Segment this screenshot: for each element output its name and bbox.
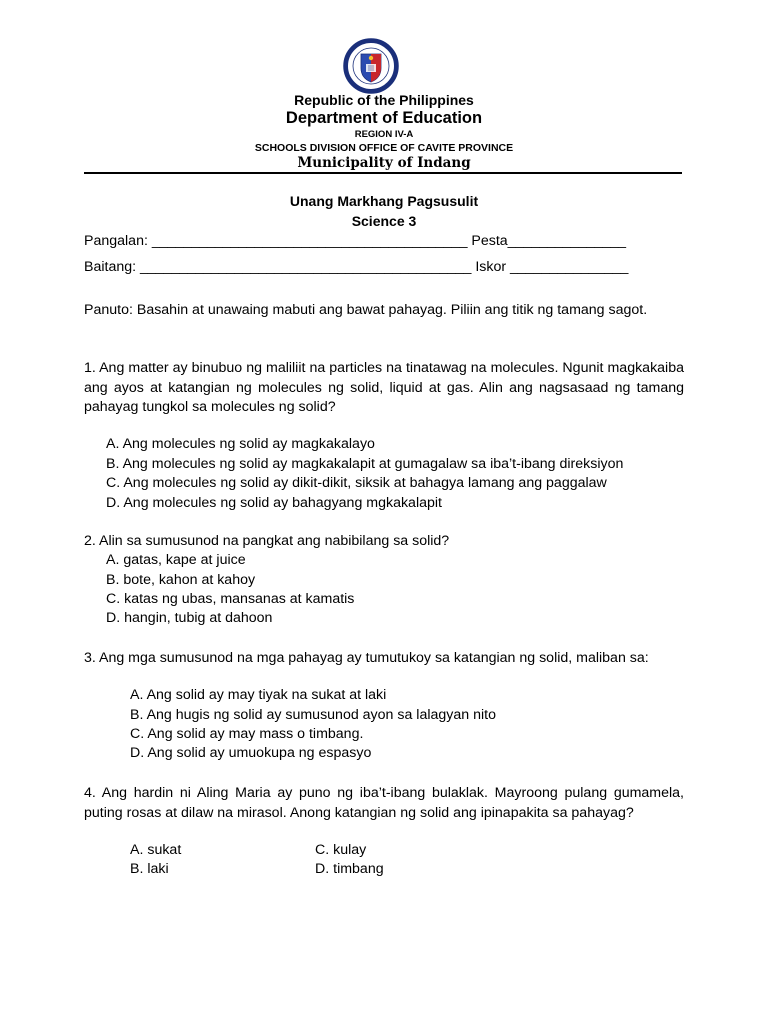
header-republic: Republic of the Philippines — [294, 92, 474, 108]
question-4-option-b[interactable]: B. laki — [130, 861, 169, 877]
header-division: SCHOOLS DIVISION OFFICE OF CAVITE PROVINCE — [254, 142, 514, 154]
question-2-option-b[interactable]: B. bote, kahon at kahoy — [106, 572, 256, 588]
question-2-text: 2. Alin sa sumusunod na pangkat ang nabibilang sa solid? — [84, 533, 450, 549]
question-4-option-a[interactable]: A. sukat — [130, 842, 182, 858]
header-department: Department of Education — [285, 109, 483, 127]
question-3-text: 3. Ang mga sumusunod na mga pahayag ay tumutukoy sa katangian ng solid, maliban sa: — [84, 650, 649, 666]
question-3-option-b[interactable]: B. Ang hugis ng solid ay sumusunod ayon sa lalagyan nito — [130, 707, 496, 723]
header-divider — [84, 172, 682, 174]
question-3-option-a[interactable]: A. Ang solid ay may tiyak na sukat at laki — [130, 687, 387, 703]
question-4-option-d[interactable]: D. timbang — [315, 861, 384, 877]
deped-seal-icon — [343, 38, 399, 94]
question-1-option-d[interactable]: D. Ang molecules ng solid ay bahagyang mgkakalapit — [106, 495, 442, 511]
question-4-text: 4. Ang hardin ni Aling Maria ay puno ng iba’t-ibang bulaklak. Mayroong pulang gumamela, puting rosas at dilaw na mirasol. Anong katangian ng solid ang ipinapakita sa pahayag? — [84, 785, 684, 821]
question-2-option-d[interactable]: D. hangin, tubig at dahoon — [106, 610, 273, 626]
question-1-text: 1. Ang matter ay binubuo ng maliliit na particles na tinatawag na molecules. Ngunit magkakaiba ang ayos at katangian ng molecules ng solid, liquid at gas. Alin ang nagsasaad ng tamang pahayag tungkol sa molecules ng solid? — [84, 360, 684, 415]
exam-subject: Science 3 — [351, 213, 417, 229]
header-region: REGION IV-A — [354, 129, 414, 140]
question-4-option-c[interactable]: C. kulay — [315, 842, 367, 858]
question-3-option-c[interactable]: C. Ang solid ay may mass o timbang. — [130, 726, 364, 742]
grade-score-field[interactable]: Baitang: __________________________________________ Iskor _______________ — [84, 259, 629, 275]
question-1-option-b[interactable]: B. Ang molecules ng solid ay magkakalapit at gumagalaw sa iba’t-ibang direksiyon — [106, 456, 624, 472]
exam-title: Unang Markhang Pagsusulit — [289, 193, 479, 209]
question-2-option-c[interactable]: C. katas ng ubas, mansanas at kamatis — [106, 591, 355, 607]
question-2-option-a[interactable]: A. gatas, kape at juice — [106, 552, 246, 568]
name-date-field[interactable]: Pangalan: ________________________________________ Pesta_______________ — [84, 233, 627, 249]
question-1-option-c[interactable]: C. Ang molecules ng solid ay dikit-dikit, siksik at bahagya lamang ang paggalaw — [106, 475, 607, 491]
question-1-option-a[interactable]: A. Ang molecules ng solid ay magkakalayo — [106, 436, 375, 452]
header-municipality: Municipality of Indang — [297, 155, 471, 171]
instructions: Panuto: Basahin at unawaing mabuti ang bawat pahayag. Piliin ang titik ng tamang sagot. — [84, 302, 648, 318]
question-3-option-d[interactable]: D. Ang solid ay umuokupa ng espasyo — [130, 745, 372, 761]
